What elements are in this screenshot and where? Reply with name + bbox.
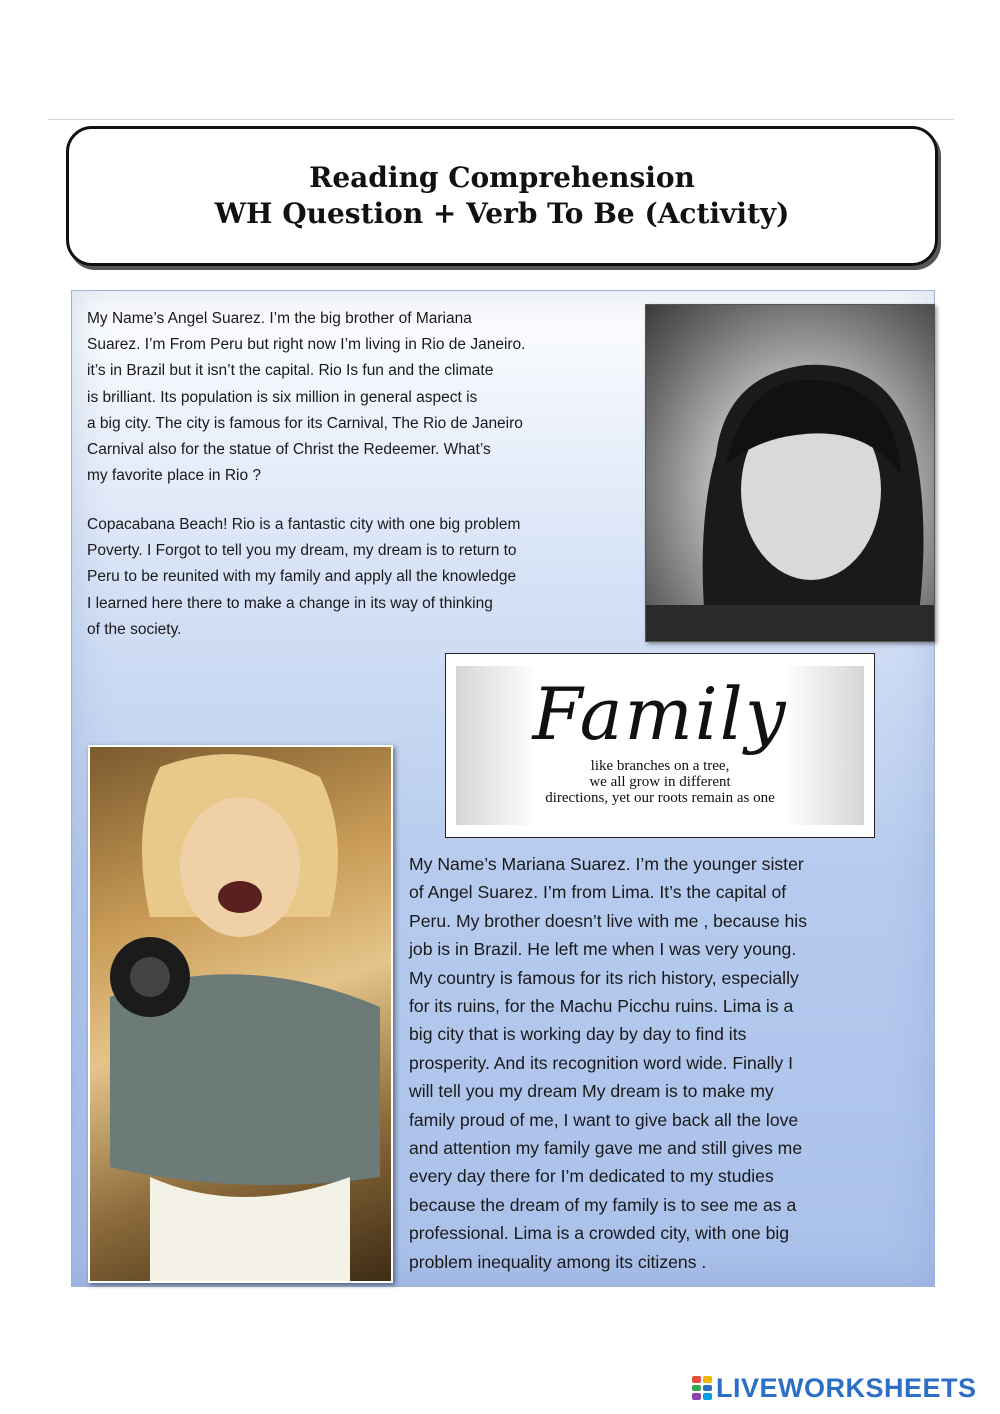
logo-text: LIVEWORKSHEETS xyxy=(716,1372,977,1403)
logo-square xyxy=(692,1393,701,1400)
text-line: family proud of me, I want to give back all the love xyxy=(409,1109,799,1130)
text-line: will tell you my dream My dream is to make my xyxy=(409,1081,774,1102)
family-quote-text xyxy=(456,758,864,806)
mariana-photo xyxy=(88,745,393,1283)
text-line: big city that is working day by day to find its xyxy=(409,1024,747,1045)
quote-line: like branches on a tree, xyxy=(590,758,730,774)
logo-squares-icon xyxy=(692,1376,712,1400)
text-line: of Angel Suarez. I’m from Lima. It’s the capital of xyxy=(409,882,787,903)
text-line: Peru. My brother doesn’t live with me , because his xyxy=(409,910,807,931)
angel-paragraph-2 xyxy=(87,512,520,643)
text-line: and attention my family gave me and still gives me xyxy=(409,1138,803,1159)
family-quote-image xyxy=(445,653,875,838)
text-line: Poverty. I Forgot to tell you my dream, my dream is to return to xyxy=(87,542,517,560)
angel-paragraph-1 xyxy=(87,306,525,489)
text-line: problem inequality among its citizens . xyxy=(409,1251,707,1272)
text-line: every day there for I’m dedicated to my studies xyxy=(409,1166,774,1187)
text-line: it’s in Brazil but it isn’t the capital. Rio Is fun and the climate xyxy=(87,362,494,380)
text-line: My Name’s Mariana Suarez. I’m the younger sister xyxy=(409,854,804,874)
family-word: Family xyxy=(532,672,788,756)
logo-square xyxy=(692,1385,701,1392)
text-line: My Name’s Angel Suarez. I’m the big brother of Mariana xyxy=(87,310,472,327)
text-line: a big city. The city is famous for its Carnival, The Rio de Janeiro xyxy=(87,414,523,432)
text-line: for its ruins, for the Machu Picchu ruins. Lima is a xyxy=(409,996,794,1017)
text-line: professional. Lima is a crowded city, with one big xyxy=(409,1223,790,1244)
family-quote-background xyxy=(456,666,864,825)
liveworksheets-logo[interactable] xyxy=(692,1373,977,1403)
logo-square xyxy=(703,1385,712,1392)
text-line: Carnival also for the statue of Christ the Redeemer. What’s xyxy=(87,441,491,459)
text-line: of the society. xyxy=(87,620,182,638)
title-line-1: Reading Comprehension xyxy=(309,161,695,194)
title-line-2: WH Question + Verb To Be (Activity) xyxy=(214,197,790,230)
quote-line: we all grow in different xyxy=(589,774,731,790)
top-divider xyxy=(48,119,954,120)
angel-portrait-icon xyxy=(646,305,934,641)
angel-photo xyxy=(645,304,935,642)
mariana-paragraph xyxy=(409,850,909,1276)
text-line: Peru to be reunited with my family and apply all the knowledge xyxy=(87,568,517,586)
text-line: prosperity. And its recognition word wide. Finally I xyxy=(409,1052,793,1073)
logo-square xyxy=(703,1393,712,1400)
text-line: is brilliant. Its population is six million in general aspect is xyxy=(87,388,478,406)
quote-line: directions, yet our roots remain as one xyxy=(545,790,775,806)
text-line: because the dream of my family is to see me as a xyxy=(409,1194,797,1215)
title-banner xyxy=(66,126,938,266)
text-line: Suarez. I’m From Peru but right now I’m living in Rio de Janeiro. xyxy=(87,336,526,354)
text-line: I learned here there to make a change in its way of thinking xyxy=(87,594,493,612)
text-line: My country is famous for its rich history, especially xyxy=(409,967,799,988)
logo-square xyxy=(692,1376,701,1383)
logo-square xyxy=(703,1376,712,1383)
text-line: Copacabana Beach! Rio is a fantastic city with one big problem xyxy=(87,516,521,533)
text-line: job is in Brazil. He left me when I was very young. xyxy=(409,939,797,960)
text-line: my favorite place in Rio ? xyxy=(87,467,262,485)
mariana-portrait-icon xyxy=(90,747,391,1281)
